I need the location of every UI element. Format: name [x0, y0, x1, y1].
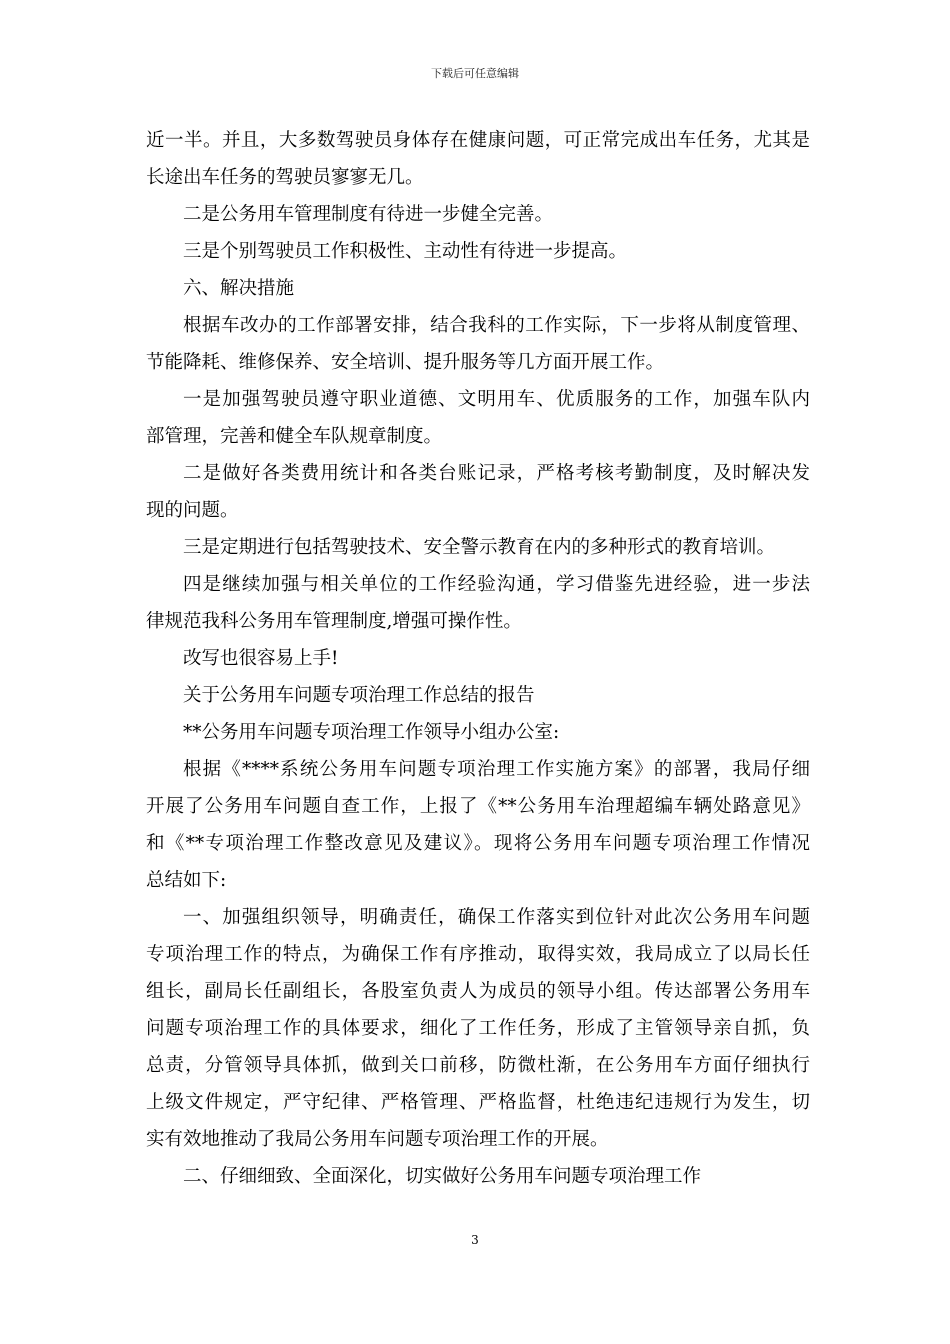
- paragraph-line: 一是加强驾驶员遵守职业道德、文明用车、优质服务的工作，加强车队内: [183, 389, 810, 410]
- paragraph: [146, 1158, 810, 1195]
- paragraph: [146, 529, 810, 566]
- paragraph-line: 三是个别驾驶员工作积极性、主动性有待进一步提高。: [183, 241, 628, 262]
- paragraph: [146, 677, 810, 714]
- paragraph: [146, 196, 810, 233]
- paragraph-line: 三是定期进行包括驾驶技术、安全警示教育在内的多种形式的教育培训。: [183, 537, 776, 558]
- paragraph: [146, 751, 810, 899]
- paragraph-line: 律规范我科公务用车管理制度,增强可操作性。: [146, 611, 522, 632]
- paragraph: [146, 233, 810, 270]
- paragraph-line: 六、解决措施: [183, 278, 295, 299]
- document-body: [146, 122, 810, 1195]
- paragraph-line: 实有效地推动了我局公务用车问题专项治理工作的开展。: [146, 1129, 609, 1150]
- paragraph-line: 改写也很容易上手!: [183, 648, 339, 669]
- paragraph-line: 节能降耗、维修保养、安全培训、提升服务等几方面开展工作。: [146, 352, 665, 373]
- paragraph-line: 一、加强组织领导，明确责任，确保工作落实到位针对此次公务用车问题: [183, 907, 810, 928]
- paragraph: [146, 122, 810, 196]
- paragraph-line: 开展了公务用车问题自查工作，上报了《**公务用车治理超编车辆处路意见》: [146, 796, 810, 817]
- page-header-note: 下载后可任意编辑: [431, 67, 519, 80]
- paragraph-line: 根据车改办的工作部署安排，结合我科的工作实际，下一步将从制度管理、: [183, 315, 810, 336]
- paragraph-line: 关于公务用车问题专项治理工作总结的报告: [183, 685, 535, 706]
- paragraph: [146, 455, 810, 529]
- paragraph-line: 总结如下:: [146, 870, 227, 891]
- paragraph: [146, 640, 810, 677]
- paragraph-line: 现的问题。: [146, 500, 239, 521]
- paragraph-line: 部管理，完善和健全车队规章制度。: [146, 426, 443, 447]
- paragraph-line: 二、仔细细致、全面深化，切实做好公务用车问题专项治理工作: [183, 1166, 702, 1187]
- paragraph-line: 二是做好各类费用统计和各类台账记录，严格考核考勤制度，及时解决发: [183, 463, 810, 484]
- paragraph-line: 组长，副局长任副组长，各股室负责人为成员的领导小组。传达部署公务用车: [146, 981, 810, 1002]
- paragraph: [146, 307, 810, 381]
- paragraph-line: 四是继续加强与相关单位的工作经验沟通，学习借鉴先进经验，进一步法: [183, 574, 810, 595]
- paragraph-line: **公务用车问题专项治理工作领导小组办公室:: [183, 722, 560, 743]
- paragraph-line: 专项治理工作的特点，为确保工作有序推动，取得实效，我局成立了以局长任: [146, 944, 810, 965]
- paragraph-line: 上级文件规定，严守纪律、严格管理、严格监督，杜绝违纪违规行为发生，切: [146, 1092, 810, 1113]
- paragraph-line: 和《**专项治理工作整改意见及建议》。现将公务用车问题专项治理工作情况: [146, 833, 810, 854]
- paragraph-line: 长途出车任务的驾驶员寥寥无几。: [146, 167, 424, 188]
- paragraph-line: 问题专项治理工作的具体要求，细化了工作任务，形成了主管领导亲自抓，负: [146, 1018, 810, 1039]
- paragraph-line: 总责，分管领导具体抓，做到关口前移，防微杜渐，在公务用车方面仔细执行: [146, 1055, 810, 1076]
- paragraph-line: 近一半。并且，大多数驾驶员身体存在健康问题，可正常完成出车任务，尤其是: [146, 130, 810, 151]
- paragraph: [146, 270, 810, 307]
- paragraph: [146, 714, 810, 751]
- page-number: 3: [471, 1233, 479, 1247]
- paragraph: [146, 899, 810, 1158]
- paragraph: [146, 566, 810, 640]
- paragraph-line: 二是公务用车管理制度有待进一步健全完善。: [183, 204, 554, 225]
- paragraph-line: 根据《****系统公务用车问题专项治理工作实施方案》的部署，我局仔细: [183, 759, 810, 780]
- paragraph: [146, 381, 810, 455]
